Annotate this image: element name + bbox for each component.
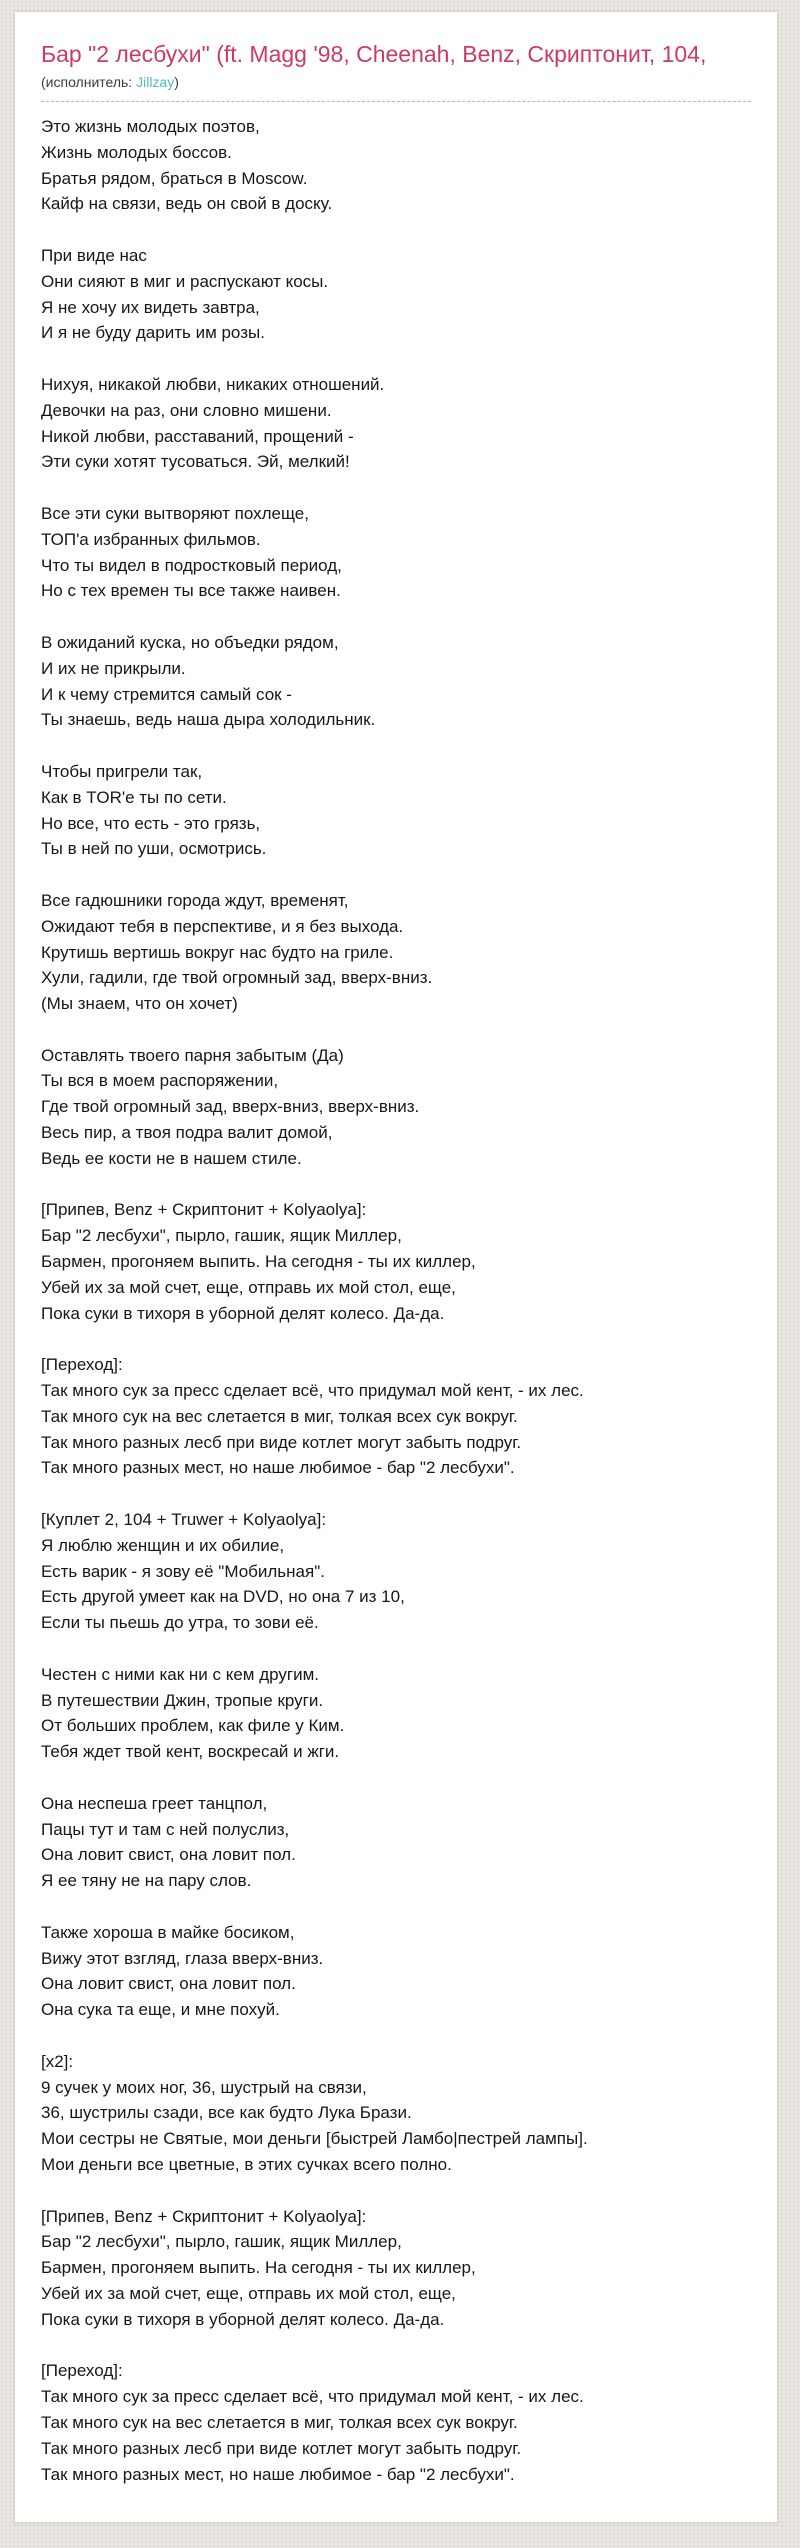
lyrics-line: [Припев, Benz + Скриптонит + Kolyaolya]: <box>41 2206 367 2226</box>
stanza <box>41 114 751 217</box>
lyrics-line: Чтобы пригрели так, <box>41 761 203 781</box>
lyrics-line: Кайф на связи, ведь он свой в доску. <box>41 194 333 214</box>
song-title: Бар "2 лесбухи" (ft. Magg '98, Cheenah, Benz, Скриптонит, 104, <box>41 41 707 67</box>
performer-link[interactable]: Jillzay <box>136 74 175 90</box>
lyrics-line: Так много разных лесб при виде котлет могут забыть подруг. <box>41 2438 522 2458</box>
lyrics-line: Все эти суки вытворяют похлеще, <box>41 503 309 523</box>
lyrics-line: Так много разных мест, но наше любимое - бар "2 лесбухи". <box>41 1458 515 1478</box>
stanza <box>41 1791 751 1894</box>
stanza <box>41 2358 751 2487</box>
lyrics-line: Пацы тут и там с ней полуслиз, <box>41 1819 290 1839</box>
lyrics-line: Так много сук на вес слетается в миг, толкая всех сук вокруг. <box>41 1406 518 1426</box>
lyrics-line: Пока суки в тихоря в уборной делят колесо. Да-да. <box>41 2309 445 2329</box>
lyrics-line: Также хороша в майке босиком, <box>41 1922 295 1942</box>
stanza <box>41 372 751 475</box>
lyrics-line: ТОП'а избранных фильмов. <box>41 529 261 549</box>
stanza <box>41 630 751 733</box>
lyrics-line: Если ты пьешь до утра, то зови её. <box>41 1613 319 1633</box>
performer-suffix: ) <box>174 74 179 90</box>
lyrics-line: В ожиданий куска, но объедки рядом, <box>41 632 339 652</box>
lyrics-line: Убей их за мой счет, еще, отправь их мой стол, еще, <box>41 2283 456 2303</box>
lyrics-line: Так много сук за пресс сделает всё, что придумал мой кент, - их лес. <box>41 1381 584 1401</box>
lyrics-line: Есть варик - я зову её "Мобильная". <box>41 1561 325 1581</box>
lyrics-line: (Мы знаем, что он хочет) <box>41 994 238 1014</box>
lyrics-line: Нихуя, никакой любви, никаких отношений. <box>41 374 385 394</box>
lyrics-line: Ты в ней по уши, осмотрись. <box>41 839 267 859</box>
lyrics-line: Честен с ними как ни с кем другим. <box>41 1664 320 1684</box>
lyrics-line: Я ее тяну не на пару слов. <box>41 1871 252 1891</box>
lyrics-line: Есть другой умеет как на DVD, но она 7 из 10, <box>41 1587 405 1607</box>
lyrics-line: И к чему стремится самый сок - <box>41 684 292 704</box>
lyrics-line: Пока суки в тихоря в уборной делят колесо. Да-да. <box>41 1303 445 1323</box>
lyrics-line: Она ловит свист, она ловит пол. <box>41 1974 296 1994</box>
lyrics-line: [Припев, Benz + Скриптонит + Kolyaolya]: <box>41 1200 367 1220</box>
lyrics-card <box>14 11 778 2523</box>
stanza <box>41 243 751 346</box>
lyrics-line: Что ты видел в подростковый период, <box>41 555 342 575</box>
lyrics-line: Братья рядом, браться в Moscow. <box>41 168 308 188</box>
stanza <box>41 759 751 862</box>
lyrics-text <box>41 114 751 2487</box>
lyrics-line: В путешествии Джин, тропые круги. <box>41 1690 324 1710</box>
lyrics-line: Так много разных мест, но наше любимое - бар "2 лесбухи". <box>41 2464 515 2484</box>
lyrics-line: Где твой огромный зад, вверх-вниз, вверх-вниз. <box>41 1097 420 1117</box>
lyrics-line: Оставлять твоего парня забытым (Да) <box>41 1045 344 1065</box>
lyrics-line: [Куплет 2, 104 + Truwer + Kolyaolya]: <box>41 1510 327 1530</box>
stanza <box>41 1352 751 1481</box>
lyrics-line: Хули, гадили, где твой огромный зад, вверх-вниз. <box>41 968 433 988</box>
lyrics-line: Весь пир, а твоя подра валит домой, <box>41 1123 333 1143</box>
lyrics-line: От больших проблем, как филе у Ким. <box>41 1716 345 1736</box>
lyrics-line: При виде нас <box>41 245 147 265</box>
lyrics-line: Бармен, прогоняем выпить. На сегодня - ты их киллер, <box>41 2258 476 2278</box>
lyrics-line: Она неспеша греет танцпол, <box>41 1793 268 1813</box>
lyrics-line: Так много сук за пресс сделает всё, что придумал мой кент, - их лес. <box>41 2387 584 2407</box>
lyrics-line: Мои деньги все цветные, в этих сучках всего полно. <box>41 2154 452 2174</box>
lyrics-line: Девочки на раз, они словно мишени. <box>41 400 332 420</box>
lyrics-line: Крутишь вертишь вокруг нас будто на гриле. <box>41 942 394 962</box>
lyrics-line: Но все, что есть - это грязь, <box>41 813 261 833</box>
lyrics-line: Это жизнь молодых поэтов, <box>41 117 260 136</box>
lyrics-line: Ведь ее кости не в нашем стиле. <box>41 1148 302 1168</box>
lyrics-line: Она ловит свист, она ловит пол. <box>41 1845 296 1865</box>
lyrics-line: Вижу этот взгляд, глаза вверх-вниз. <box>41 1948 324 1968</box>
lyrics-line: 36, шустрилы сзади, все как будто Лука Брази. <box>41 2103 412 2123</box>
stanza <box>41 2049 751 2178</box>
stanza <box>41 888 751 1017</box>
stanza <box>41 1920 751 2023</box>
lyrics-line: И я не буду дарить им розы. <box>41 323 265 343</box>
lyrics-line: Убей их за мой счет, еще, отправь их мой стол, еще, <box>41 1277 456 1297</box>
lyrics-line: [Переход]: <box>41 2361 123 2381</box>
lyrics-line: Эти суки хотят тусоваться. Эй, мелкий! <box>41 452 350 472</box>
stanza <box>41 1197 751 1326</box>
performer-prefix: (исполнитель: <box>41 74 137 90</box>
lyrics-line: Они сияют в миг и распускают косы. <box>41 271 329 291</box>
lyrics-line: Бар "2 лесбухи", пырло, гашик, ящик Миллер, <box>41 1226 402 1246</box>
lyrics-line: Мои сестры не Святые, мои деньги [быстрей Ламбо|пестрей лампы]. <box>41 2129 588 2149</box>
lyrics-line: Как в TOR'е ты по сети. <box>41 787 227 807</box>
lyrics-line: Ты знаешь, ведь наша дыра холодильник. <box>41 710 376 730</box>
lyrics-line: И их не прикрыли. <box>41 658 186 678</box>
lyrics-line: Так много сук на вес слетается в миг, толкая всех сук вокруг. <box>41 2412 518 2432</box>
lyrics-line: Никой любви, расставаний, прощений - <box>41 426 354 446</box>
lyrics-line: Она сука та еще, и мне похуй. <box>41 2000 280 2020</box>
lyrics-line: Бармен, прогоняем выпить. На сегодня - ты их киллер, <box>41 1252 476 1272</box>
lyrics-line: Так много разных лесб при виде котлет могут забыть подруг. <box>41 1432 522 1452</box>
header <box>41 40 751 102</box>
stanza <box>41 2204 751 2333</box>
performer-line <box>41 74 751 102</box>
lyrics-line: Жизнь молодых боссов. <box>41 142 232 162</box>
stanza <box>41 1043 751 1172</box>
lyrics-line: Бар "2 лесбухи", пырло, гашик, ящик Миллер, <box>41 2232 402 2252</box>
lyrics-line: 9 сучек у моих ног, 36, шустрый на связи, <box>41 2077 367 2097</box>
lyrics-line: Я не хочу их видеть завтра, <box>41 297 260 317</box>
lyrics-line: [Переход]: <box>41 1355 123 1375</box>
lyrics-line: Ты вся в моем распоряжении, <box>41 1071 279 1091</box>
lyrics-line: Но с тех времен ты все также наивен. <box>41 581 341 601</box>
stanza <box>41 1507 751 1636</box>
lyrics-line: Я люблю женщин и их обилие, <box>41 1535 285 1555</box>
lyrics-line: Тебя ждет твой кент, воскресай и жги. <box>41 1742 340 1762</box>
stanza <box>41 501 751 604</box>
lyrics-line: Все гадюшники города ждут, временят, <box>41 890 349 910</box>
lyrics-line: Ожидают тебя в перспективе, и я без выхода. <box>41 916 404 936</box>
lyrics-line: [x2]: <box>41 2051 74 2071</box>
stanza <box>41 1662 751 1765</box>
